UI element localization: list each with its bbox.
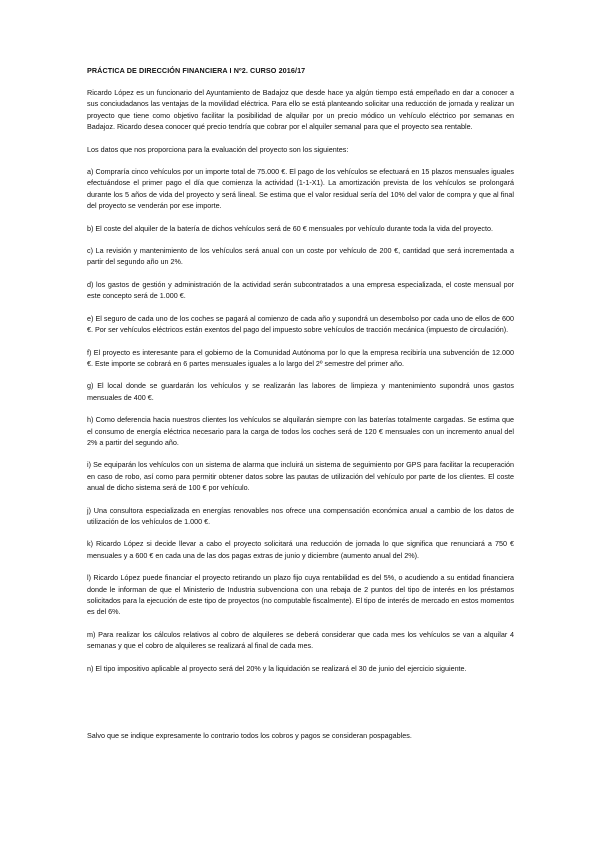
item-g: g) El local donde se guardarán los vehículos y se realizarán las labores de limpieza y mantenimiento supondrá unos gastos mensuales de 400 €. [87, 381, 514, 402]
lead-paragraph: Los datos que nos proporciona para la evaluación del proyecto son los siguientes: [87, 144, 349, 154]
item-b: b) El coste del alquiler de la batería de dichos vehículos será de 60 € mensuales por vehículo durante toda la vida del proyecto. [87, 223, 493, 233]
item-c: c) La revisión y mantenimiento de los vehículos será anual con un coste por vehículo de 200 €, cantidad que será incrementada a partir del segundo año un 2%. [87, 246, 514, 267]
item-e: e) El seguro de cada uno de los coches se pagará al comienzo de cada año y supondrá un desembolso por cada uno de ellos de 600 €. Por ser vehículos eléctricos están exentos del pago del impuesto sobre vehículos de tracción mecánica (impuesto de circulación). [87, 313, 514, 335]
item-a: a) Compraría cinco vehículos por un importe total de 75.000 €. El pago de los vehículos se efectuará en 15 plazos mensuales iguales efectuándose el primer pago el día que comienza la actividad (1-1-X1). La amortización prevista de los vehículos se prolongará durante los 5 años de vida del proyecto y será lineal. Se estima que el valor residual sería del 10% del valor de compra y que al final del proyecto se venderán por ese importe. [87, 167, 514, 211]
intro-paragraph: Ricardo López es un funcionario del Ayuntamiento de Badajoz que desde hace ya algún tiempo está empeñado en dar a conocer a sus conciudadanos las ventajas de la movilidad eléctrica. Para ello se está planteando solicitar una reducción de jornada y realizar un proyecto que tiene como objetivo facilitar la posibilidad de alquilar por un precio módico un vehículo eléctrico por semanas en Badajoz. Ricardo desea conocer qué precio tendría que cobrar por el alquiler semanal para que el proyecto sea rentable. [87, 88, 514, 132]
item-f: f) El proyecto es interesante para el gobierno de la Comunidad Autónoma por lo que la empresa recibiría una subvención de 12.000 €. Este importe se cobrará en 6 partes mensuales iguales a lo largo del 2º semestre del primer año. [87, 347, 514, 368]
item-d: d) los gastos de gestión y administración de la actividad serán subcontratados a una empresa especializada, el coste mensual por este concepto será de 1.000 €. [87, 279, 514, 301]
item-h: h) Como deferencia hacia nuestros clientes los vehículos se alquilarán siempre con las baterías totalmente cargadas. Se estima que el consumo de energía eléctrica necesario para la carga de todos los coches será de 120 € mensuales con un incremento anual del 2% a partir del segundo año. [87, 415, 514, 447]
item-n: n) El tipo impositivo aplicable al proyecto será del 20% y la liquidación se realizará el 30 de junio del ejercicio siguiente. [87, 663, 467, 673]
document-title: PRÁCTICA DE DIRECCIÓN FINANCIERA I Nº2. CURSO 2016/17 [87, 66, 306, 75]
item-m: m) Para realizar los cálculos relativos al cobro de alquileres se deberá considerar que cada mes los vehículos se van a alquilar 4 semanas y que el cobro de alquileres se realizará al final de cada mes. [87, 629, 514, 651]
footer-note: Salvo que se indique expresamente lo contrario todos los cobros y pagos se consideran pospagables. [87, 731, 412, 740]
item-l: l) Ricardo López puede financiar el proyecto retirando un plazo fijo cuya rentabilidad es del 5%, o acudiendo a su entidad financiera donde le informan de que el Ministerio de Industria subvenciona con una rebaja de 2 puntos del tipo de interés en los préstamos solicitados para la ejecución de este tipo de proyectos (no computable fiscalmente). El tipo de interés de mercado en estos momentos es del 6%. [87, 573, 514, 617]
item-k: k) Ricardo López si decide llevar a cabo el proyecto solicitará una reducción de jornada lo que significa que renunciará a 750 € mensuales y a 600 € en cada una de las dos pagas extras de junio y diciembre (aumento anual del 2%). [87, 539, 514, 560]
item-i: i) Se equiparán los vehículos con un sistema de alarma que incluirá un sistema de seguimiento por GPS para facilitar la recuperación en caso de robo, así como para permitir obtener datos sobre las pautas de utilización del vehículo por parte de los clientes. El coste anual de dicho sistema será de 100 € por vehículo. [87, 460, 514, 493]
item-j: j) Una consultora especializada en energías renovables nos ofrece una compensación económica anual a cambio de los datos de utilización de los vehículos de 1.000 €. [87, 505, 514, 526]
